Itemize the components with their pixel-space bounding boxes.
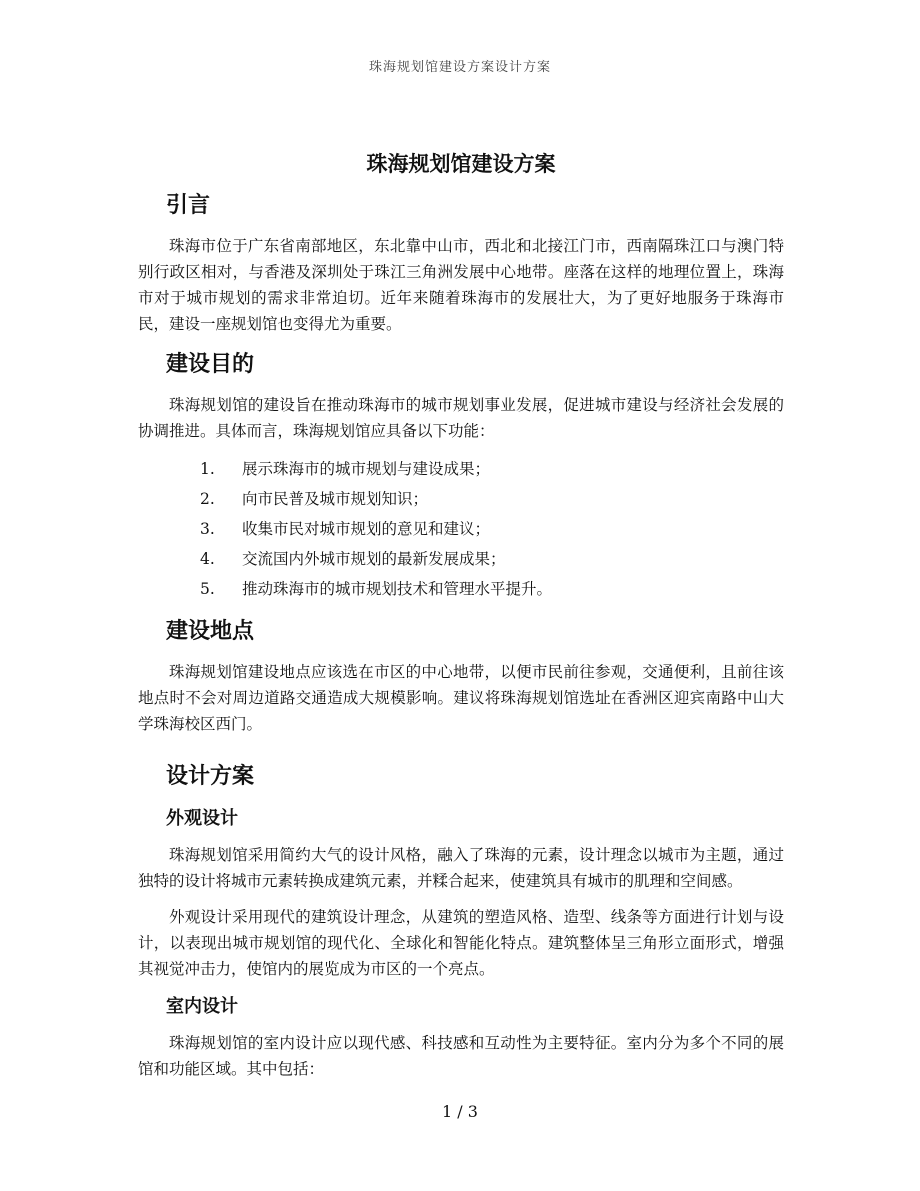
purpose-function-list [138,454,784,604]
list-item-text: 收集市民对城市规划的意见和建议； [242,520,491,538]
list-item-number: 3. [200,520,215,538]
exterior-paragraph-2: 外观设计采用现代的建筑设计理念，从建筑的塑造风格、造型、线条等方面进行计划与设计，以表现出城市规划馆的现代化、全球化和智能化特点。建筑整体呈三角形立面形式，增强其视觉冲击力，使馆内的展览成为市区的一个亮点。 [138,908,784,978]
list-item-text: 推动珠海市的城市规划技术和管理水平提升。 [242,580,553,598]
list-item-text: 向市民普及城市规划知识； [242,490,429,508]
list-item-number: 5. [200,580,215,598]
list-item-number: 2. [200,490,215,508]
subsection-heading-interior: 室内设计 [166,996,238,1017]
section-heading-location: 建设地点 [166,619,255,644]
list-item [138,454,784,484]
list-item [138,574,784,604]
page-number: 1 / 3 [442,1102,478,1121]
list-item-number: 4. [200,550,215,568]
interior-paragraph: 珠海规划馆的室内设计应以现代感、科技感和互动性为主要特征。室内分为多个不同的展馆和功能区域。其中包括： [138,1034,784,1078]
location-paragraph: 珠海规划馆建设地点应该选在市区的中心地带，以便市民前往参观，交通便利，且前往该地点时不会对周边道路交通造成大规模影响。建议将珠海规划馆选址在香洲区迎宾南路中山大学珠海校区西门。 [138,663,784,733]
document-title: 珠海规划馆建设方案 [366,152,556,176]
section-heading-design: 设计方案 [166,764,255,789]
list-item [138,514,784,544]
subsection-heading-exterior: 外观设计 [166,808,238,829]
document-body [138,148,784,1092]
list-item [138,544,784,574]
list-item-text: 交流国内外城市规划的最新发展成果； [242,550,506,568]
running-header: 珠海规划馆建设方案设计方案 [368,60,551,75]
section-heading-purpose: 建设目的 [166,352,255,377]
exterior-paragraph-1: 珠海规划馆采用简约大气的设计风格，融入了珠海的元素，设计理念以城市为主题，通过独特的设计将城市元素转换成建筑元素，并糅合起来，使建筑具有城市的肌理和空间感。 [138,846,784,890]
section-heading-intro: 引言 [166,193,211,218]
intro-paragraph: 珠海市位于广东省南部地区，东北靠中山市，西北和北接江门市，西南隔珠江口与澳门特别行政区相对，与香港及深圳处于珠江三角洲发展中心地带。座落在这样的地理位置上，珠海市对于城市规划的需求非常迫切。近年来随着珠海市的发展壮大，为了更好地服务于珠海市民，建设一座规划馆也变得尤为重要。 [138,237,784,333]
list-item-number: 1. [200,460,215,478]
list-item-text: 展示珠海市的城市规划与建设成果； [242,460,491,478]
list-item [138,484,784,514]
purpose-paragraph: 珠海规划馆的建设旨在推动珠海市的城市规划事业发展，促进城市建设与经济社会发展的协调推进。具体而言，珠海规划馆应具备以下功能： [138,396,784,440]
